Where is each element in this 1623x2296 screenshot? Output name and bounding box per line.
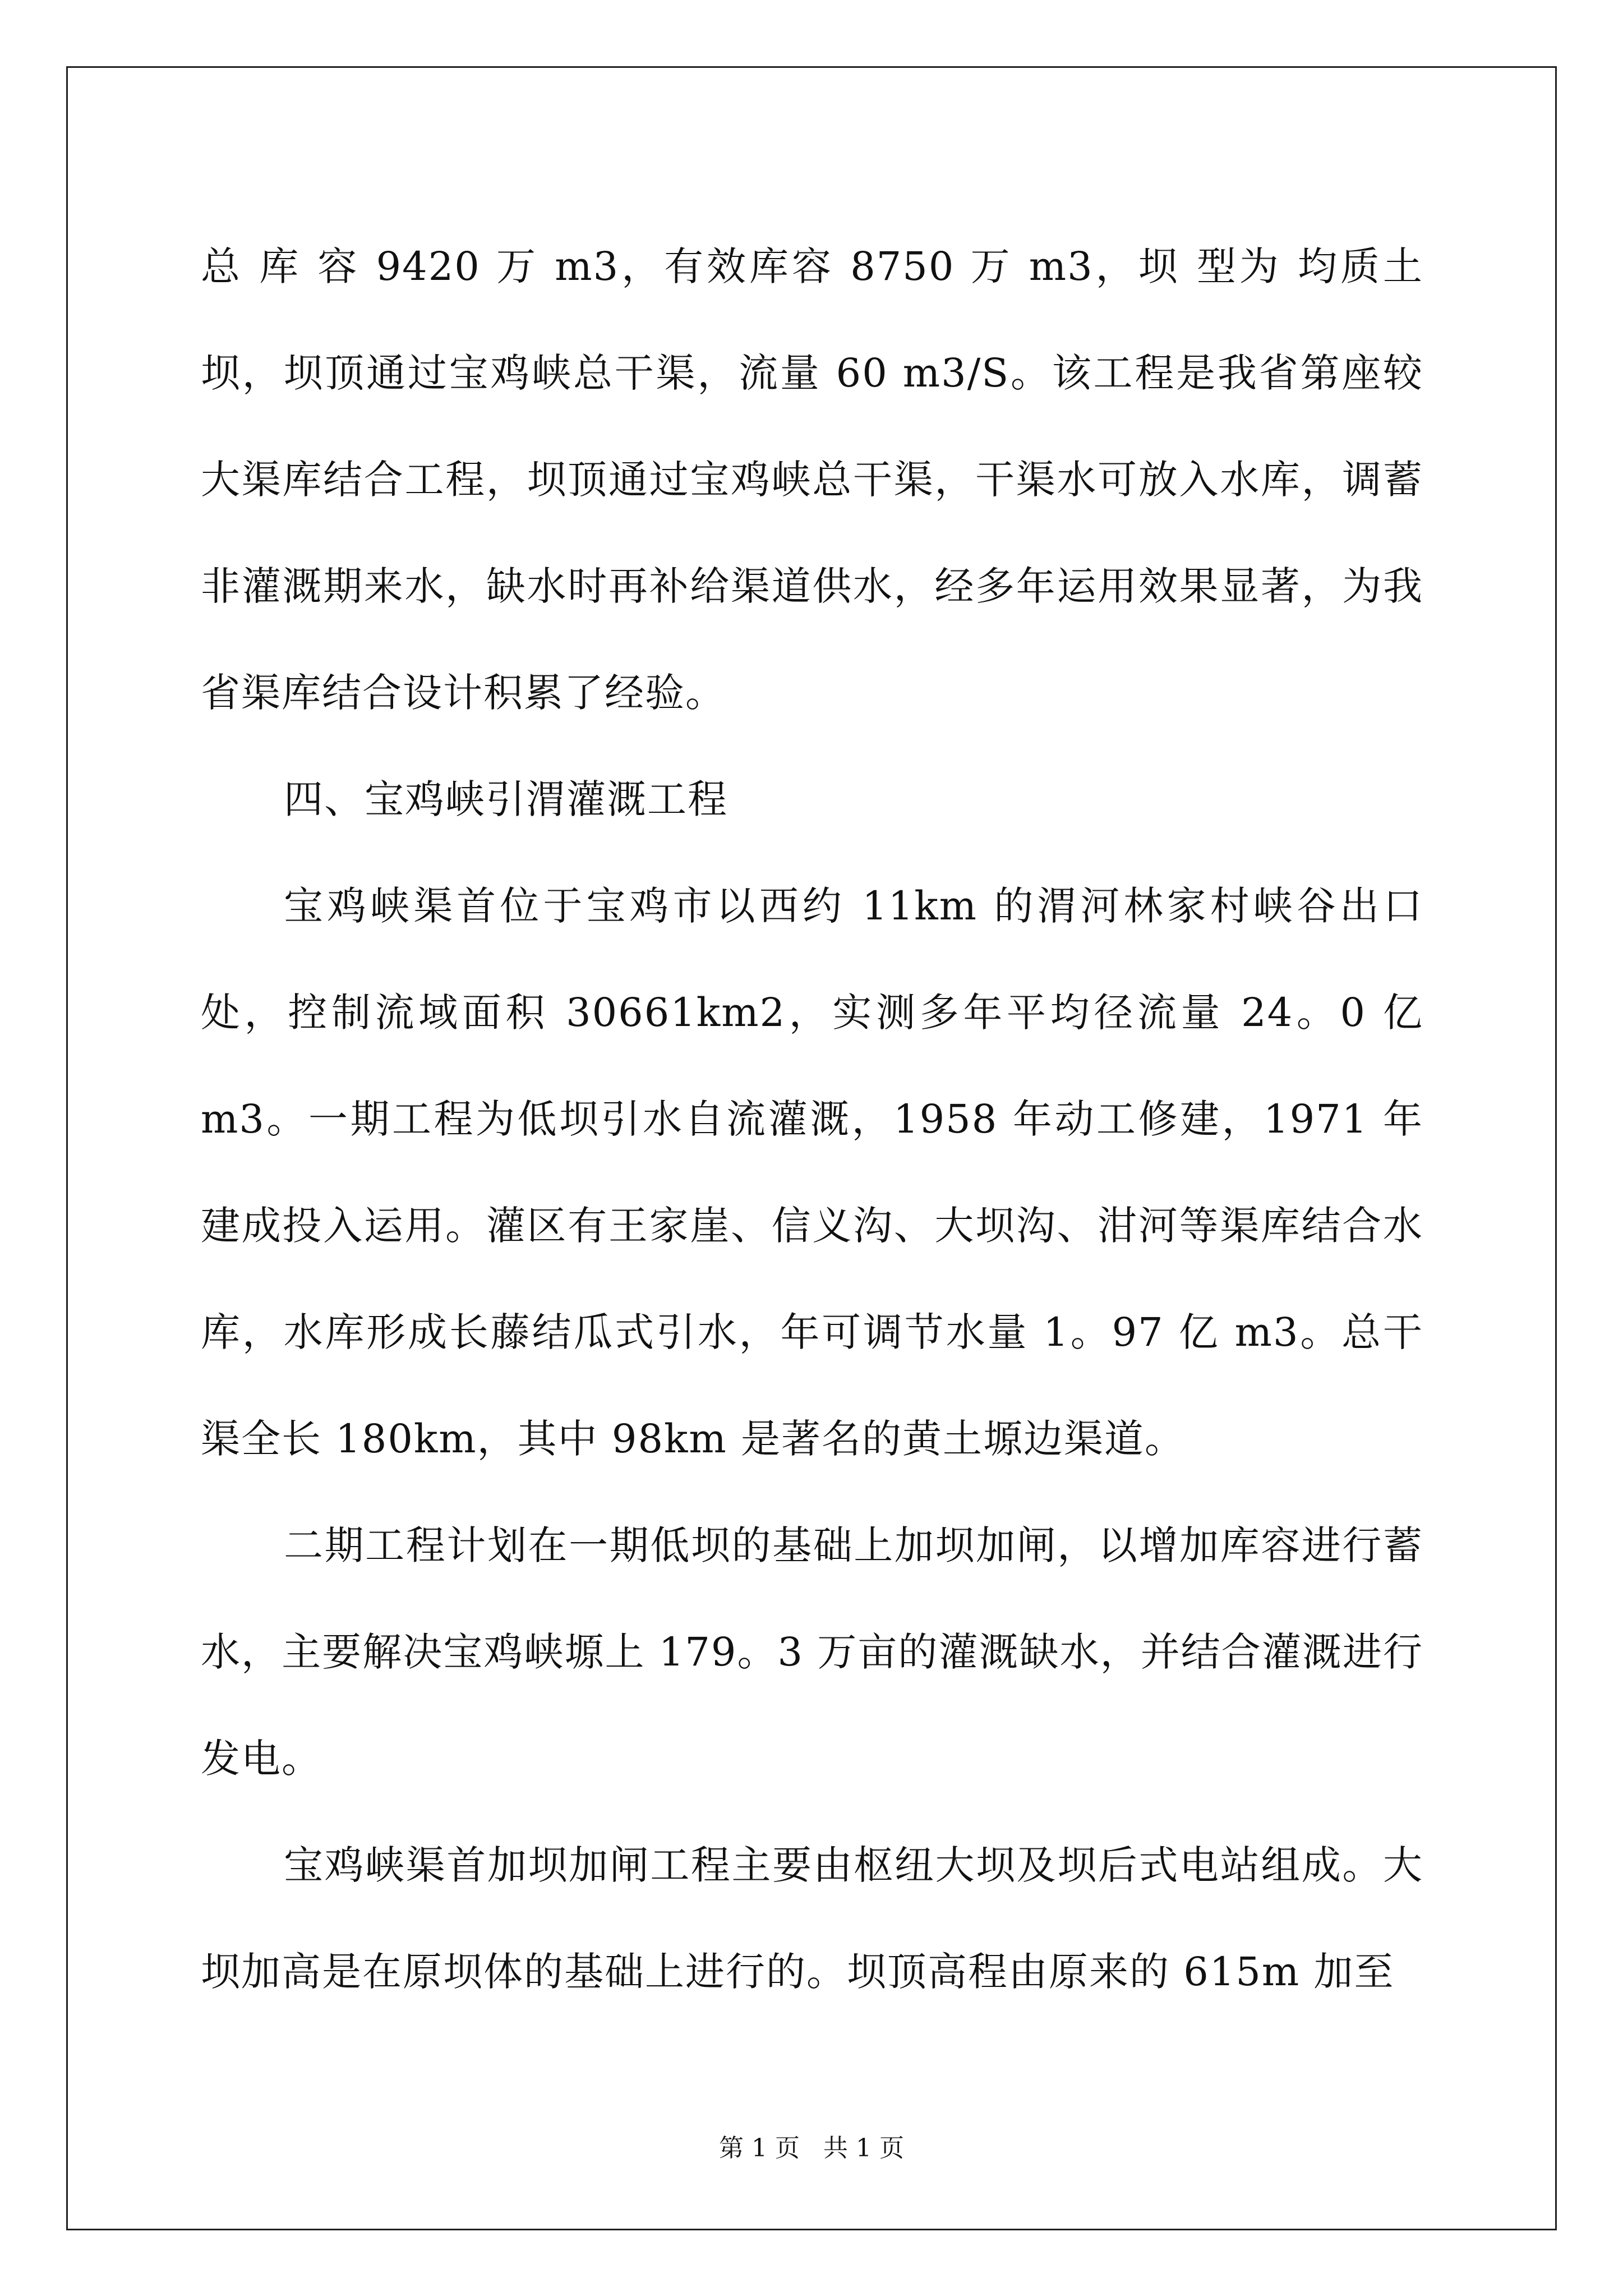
document-body xyxy=(201,213,1423,2025)
paragraph-dam-raising: 宝鸡峡渠首加坝加闸工程主要由枢纽大坝及坝后式电站组成。大坝加高是在原坝体的基础上进行的。坝顶高程由原来的 615m 加至 xyxy=(201,1842,1423,1995)
page-footer xyxy=(0,2132,1623,2165)
section-heading-baojixia: 四、宝鸡峡引渭灌溉工程 xyxy=(284,776,728,822)
paragraph-phase-one: 宝鸡峡渠首位于宝鸡市以西约 11km 的渭河林家村峡谷出口处，控制流域面积 30661km2，实测多年平均径流量 24。0 亿 m3。一期工程为低坝引水自流灌溉，1958 年动工修建，1971 年建成投入运用。灌区有王家崖、信义沟、大坝沟、泔河等渠库结合水库，水库形成长藤结瓜式引水，年可调节水量 1。97 亿 m3。总干渠全长 180km，其中 98km 是著名的黄土塬边渠道。 xyxy=(201,883,1423,1462)
paragraph-phase-two: 二期工程计划在一期低坝的基础上加坝加闸，以增加库容进行蓄水，主要解决宝鸡峡塬上 179。3 万亩的灌溉缺水，并结合灌溉进行发电。 xyxy=(201,1522,1423,1782)
paragraph-reservoir-summary: 总 库 容 9420 万 m3，有效库容 8750 万 m3，坝 型为 均质土坝，坝顶通过宝鸡峡总干渠，流量 60 m3/S。该工程是我省第座较大渠库结合工程，坝顶通过宝鸡峡总干渠，干渠水可放入水库，调蓄非灌溉期来水，缺水时再补给渠道供水，经多年运用效果显著，为我省渠库结合设计积累了经验。 xyxy=(201,243,1423,716)
page-number: 第 1 页 xyxy=(719,2134,800,2162)
page-total: 共 1 页 xyxy=(823,2134,904,2162)
